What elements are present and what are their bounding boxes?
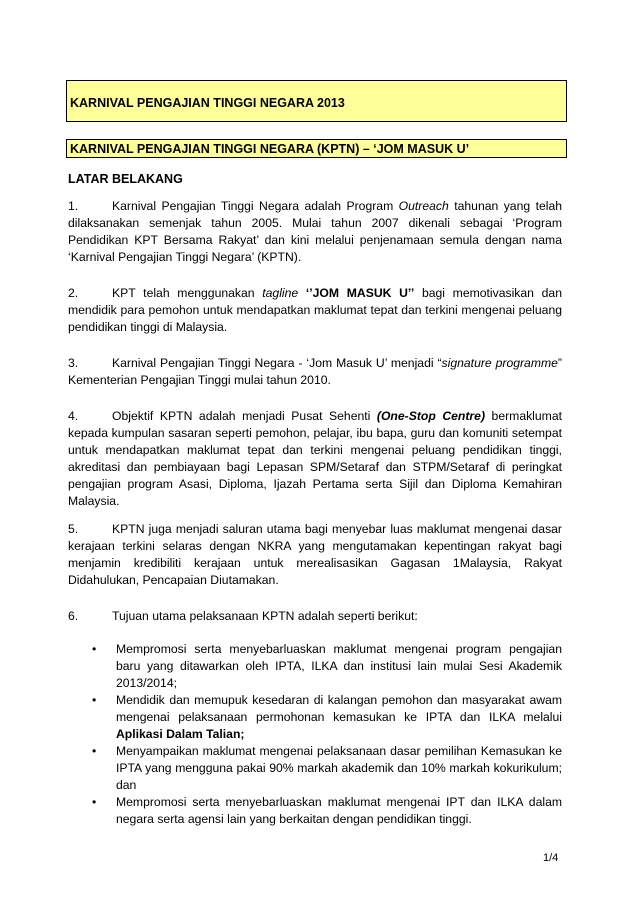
list-item: • Mendidik dan memupuk kesedaran di kalangan pemohon dan masyarakat awam mengenai pelaksanaan permohonan kemasukan ke IPTA dan ILKA melalui Aplikasi Dalam Talian; (92, 693, 562, 741)
subtitle-box (66, 139, 567, 158)
page-number: 1/4 (543, 852, 559, 864)
paragraph-2: 2. KPT telah menggunakan tagline ‘’JOM MASUK U’’ bagi memotivasikan dan mendidik para pemohon untuk mendapatkan maklumat tepat dan terkini mengenai peluang pendidikan tinggi di Malaysia. (68, 286, 562, 334)
paragraph-number: 3. (68, 356, 79, 370)
paragraph-number: 2. (68, 286, 79, 300)
paragraph-number: 6. (68, 609, 79, 623)
paragraph-4: 4. Objektif KPTN adalah menjadi Pusat Sehenti (One-Stop Centre) bermaklumat kepada kumpulan sasaran seperti pemohon, pelajar, ibu bapa, guru dan komuniti setempat untuk mendapatkan maklumat tepat dan terkini mengenai peluang pendidikan tinggi, akreditasi dan pembiayaan bagi Lepasan SPM/Setaraf dan STPM/Setaraf di peringkat pengajian program Asasi, Diploma, Ijazah Pertama serta Sijil dan Diploma Kemahiran Malaysia. (68, 409, 562, 508)
bullet-icon: • (92, 795, 97, 809)
list-item: • Mempromosi serta menyebarluaskan maklumat mengenai program pengajian baru yang ditawarkan oleh IPTA, ILKA dan institusi lain mulai Sesi Akademik 2013/2014; (92, 642, 562, 690)
document-subtitle: KARNIVAL PENGAJIAN TINGGI NEGARA (KPTN) – ‘JOM MASUK U’ (70, 142, 470, 156)
paragraph-number: 5. (68, 522, 79, 536)
paragraph-6: 6. Tujuan utama pelaksanaan KPTN adalah seperti berikut: (68, 609, 418, 623)
paragraph-3: 3. Karnival Pengajian Tinggi Negara - ‘Jom Masuk U’ menjadi “signature programme” Kementerian Pengajian Tinggi mulai tahun 2010. (68, 356, 562, 387)
bullet-icon: • (92, 642, 97, 656)
paragraph-1: 1. Karnival Pengajian Tinggi Negara adalah Program Outreach tahunan yang telah dilaksanakan semenjak tahun 2005. Mulai tahun 2007 dikenali sebagai ‘Program Pendidikan KPT Bersama Rakyat’ dan kini melalui penjenamaan semula dengan nama ‘Karnival Pengajian Tinggi Negara’ (KPTN). (68, 199, 562, 264)
title-box (66, 80, 567, 122)
bullet-icon: • (92, 744, 97, 758)
paragraph-number: 4. (68, 409, 79, 423)
bullet-icon: • (92, 693, 97, 707)
document-title: KARNIVAL PENGAJIAN TINGGI NEGARA 2013 (70, 96, 345, 110)
paragraph-number: 1. (68, 199, 79, 213)
paragraph-5: 5. KPTN juga menjadi saluran utama bagi menyebar luas maklumat mengenai dasar kerajaan terkini selaras dengan NKRA yang mengutamakan kepentingan rakyat bagi menjamin kredibiliti kerajaan untuk merealisasikan Gagasan 1Malaysia, Rakyat Didahulukan, Pencapaian Diutamakan. (68, 522, 562, 587)
list-item: • Menyampaikan maklumat mengenai pelaksanaan dasar pemilihan Kemasukan ke IPTA yang mengguna pakai 90% markah akademik dan 10% markah kokurikulum; dan (92, 744, 562, 792)
section-heading: LATAR BELAKANG (68, 172, 183, 186)
objectives-list (68, 641, 562, 828)
list-item: • Mempromosi serta menyebarluaskan maklumat mengenai IPT dan ILKA dalam negara serta agensi lain yang berkaitan dengan pendidikan tinggi. (92, 795, 562, 826)
